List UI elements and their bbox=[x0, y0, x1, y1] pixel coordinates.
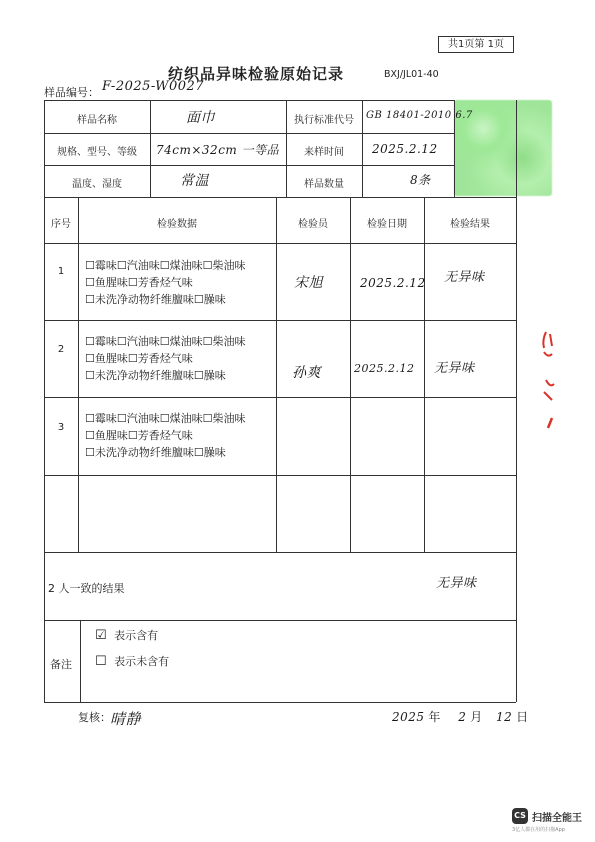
rule bbox=[80, 620, 81, 702]
row-1-result: 无异味 bbox=[444, 270, 485, 285]
odor-option-line: ☐鱼腥味☐芳香烃气味 bbox=[85, 429, 193, 442]
row-2-options bbox=[85, 333, 245, 384]
rule bbox=[44, 197, 516, 198]
sample-name-value: 面巾 bbox=[186, 110, 215, 126]
col-header-inspector: 检验员 bbox=[298, 219, 328, 230]
odor-option-line: ☐未洗净动物纤维膻味☐臊味 bbox=[85, 446, 226, 459]
rule bbox=[350, 197, 351, 552]
sign-year: 2025 bbox=[392, 710, 425, 724]
app-tagline: 3亿人都在用的扫描App bbox=[512, 827, 565, 833]
table-border-left bbox=[44, 100, 45, 702]
row-3-no: 3 bbox=[57, 422, 65, 433]
rule bbox=[78, 197, 79, 552]
rule bbox=[150, 100, 151, 197]
app-name: 扫描全能王 bbox=[532, 812, 582, 824]
remark-not-contains bbox=[95, 653, 169, 669]
page-counter: 共1页第 1页 bbox=[438, 36, 514, 53]
rule bbox=[44, 165, 454, 166]
sample-no-value: F-2025-W0027 bbox=[102, 79, 205, 94]
row-1-date: 2025.2.12 bbox=[360, 276, 426, 290]
row-1-options bbox=[85, 257, 245, 308]
form-code: BXJ/JL01-40 bbox=[384, 69, 439, 80]
sign-date bbox=[392, 708, 528, 725]
odor-option-line: ☐霉味☐汽油味☐煤油味☐柴油味 bbox=[85, 335, 246, 348]
sample-no-label: 样品编号： bbox=[44, 86, 99, 99]
odor-option-line: ☐未洗净动物纤维膻味☐臊味 bbox=[85, 369, 226, 382]
remark-contains-text: 表示含有 bbox=[114, 629, 159, 642]
month-unit: 月 bbox=[470, 710, 483, 724]
rule bbox=[362, 100, 363, 197]
qty-value: 8条 bbox=[410, 173, 431, 187]
scanner-app-badge bbox=[512, 808, 582, 833]
rule bbox=[424, 197, 425, 552]
red-stamp bbox=[538, 330, 560, 430]
table-border-right bbox=[516, 100, 517, 702]
consensus-label: 2 人一致的结果 bbox=[48, 582, 125, 595]
date-value: 2025.2.12 bbox=[372, 142, 438, 156]
checked-box-icon: ☑ bbox=[95, 628, 107, 643]
rule bbox=[44, 243, 516, 244]
year-unit: 年 bbox=[428, 710, 441, 724]
remark-contains bbox=[95, 627, 158, 643]
temp-label: 温度、湿度 bbox=[72, 179, 122, 190]
review-label: 复核： bbox=[78, 711, 111, 724]
rule bbox=[44, 552, 516, 553]
col-header-no: 序号 bbox=[51, 219, 71, 230]
col-header-data: 检验数据 bbox=[157, 219, 197, 230]
rule bbox=[44, 133, 454, 134]
rule bbox=[44, 620, 516, 621]
col-header-result: 检验结果 bbox=[450, 219, 490, 230]
remarks-label: 备注 bbox=[50, 658, 72, 671]
row-2-no: 2 bbox=[57, 344, 65, 355]
row-2-result: 无异味 bbox=[434, 361, 475, 376]
rule bbox=[276, 197, 277, 552]
sign-day: 12 bbox=[496, 710, 513, 724]
row-1-no: 1 bbox=[57, 266, 65, 277]
rule bbox=[44, 320, 516, 321]
temp-value: 常温 bbox=[180, 173, 209, 189]
rule bbox=[44, 475, 516, 476]
odor-option-line: ☐未洗净动物纤维膻味☐臊味 bbox=[85, 293, 226, 306]
row-2-inspector: 孙爽 bbox=[292, 365, 321, 381]
consensus-value: 无异味 bbox=[436, 576, 477, 591]
date-label: 来样时间 bbox=[304, 147, 344, 158]
odor-option-line: ☐霉味☐汽油味☐煤油味☐柴油味 bbox=[85, 259, 246, 272]
row-3-options bbox=[85, 410, 245, 461]
spec-label: 规格、型号、等级 bbox=[57, 147, 137, 158]
sign-month: 2 bbox=[458, 710, 467, 724]
spec-value: 74cm×32cm 一等品 bbox=[156, 143, 280, 157]
row-2-date: 2025.2.12 bbox=[354, 362, 415, 375]
remark-not-contains-text: 表示未含有 bbox=[114, 655, 170, 668]
cs-logo-icon: CS bbox=[512, 808, 528, 824]
standard-value: GB 18401-2010 6.7 bbox=[366, 110, 473, 121]
col-header-date: 检验日期 bbox=[367, 219, 407, 230]
rule bbox=[44, 100, 454, 101]
empty-box-icon: ☐ bbox=[95, 654, 107, 669]
qty-label: 样品数量 bbox=[304, 179, 344, 190]
sample-name-label: 样品名称 bbox=[77, 115, 117, 126]
rule bbox=[44, 702, 516, 703]
odor-option-line: ☐霉味☐汽油味☐煤油味☐柴油味 bbox=[85, 412, 246, 425]
document-title: 纺织品异味检验原始记录 bbox=[168, 65, 345, 83]
review-signature: 晴静 bbox=[110, 710, 142, 728]
row-1-inspector: 宋旭 bbox=[294, 275, 323, 291]
odor-option-line: ☐鱼腥味☐芳香烃气味 bbox=[85, 352, 193, 365]
day-unit: 日 bbox=[516, 710, 529, 724]
rule bbox=[44, 397, 516, 398]
odor-option-line: ☐鱼腥味☐芳香烃气味 bbox=[85, 276, 193, 289]
standard-label: 执行标准代号 bbox=[294, 115, 354, 126]
